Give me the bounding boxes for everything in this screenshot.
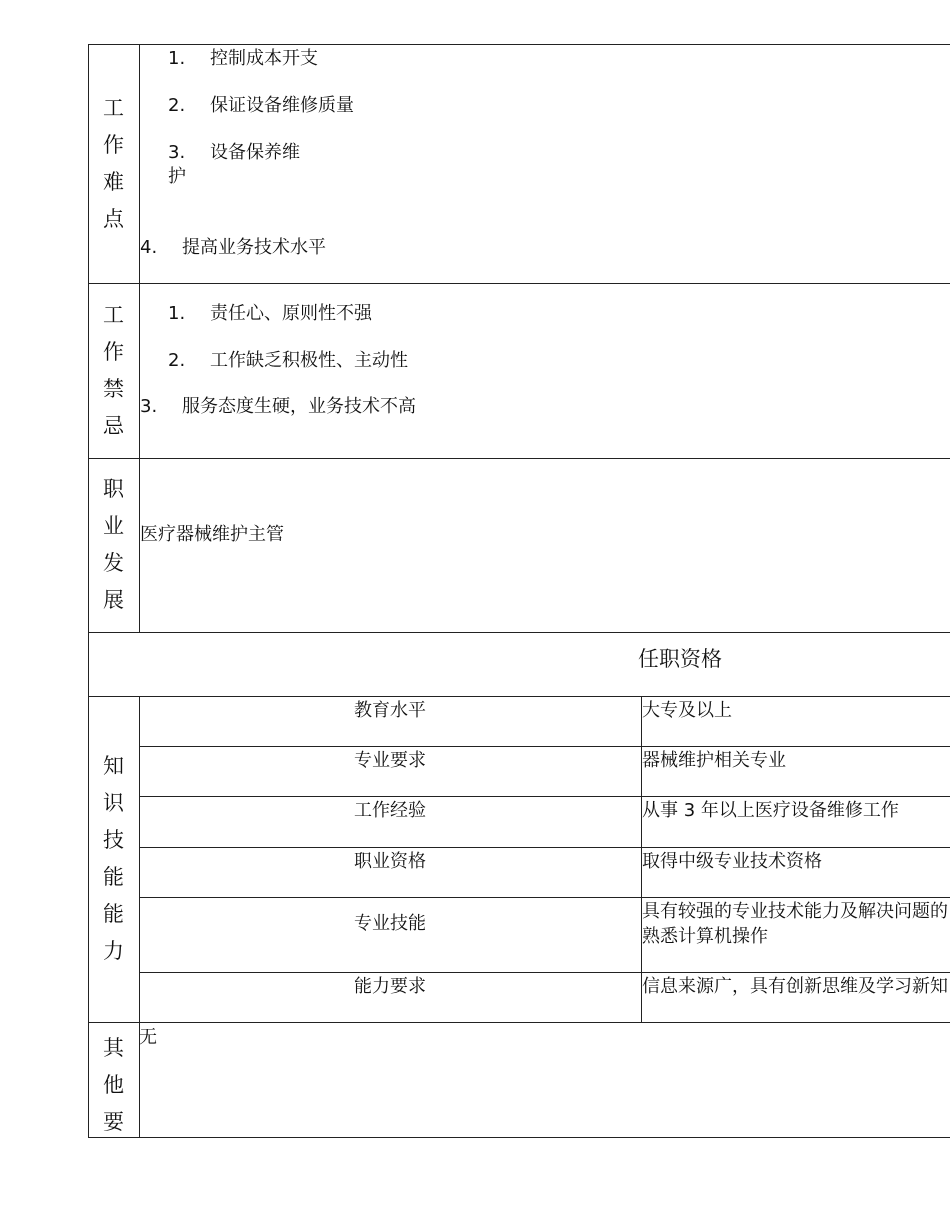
table-rule <box>139 847 950 848</box>
difficulty-item <box>168 142 300 164</box>
label-char: 力 <box>103 939 124 963</box>
table-rule <box>139 746 950 747</box>
table-rule <box>88 632 950 633</box>
table-rule <box>88 283 950 284</box>
table-rule <box>88 1137 950 1138</box>
skills-label <box>88 696 139 1022</box>
label-char: 忌 <box>103 413 124 438</box>
other-label <box>88 1030 139 1138</box>
table-rule <box>88 696 950 697</box>
item-number: 3. <box>140 396 158 417</box>
prohibition-item <box>168 303 372 325</box>
label-char: 展 <box>103 588 124 612</box>
skill-row-value-line2: 熟悉计算机操作 <box>642 926 768 947</box>
item-number: 1. <box>168 48 186 69</box>
label-char: 工 <box>103 302 124 327</box>
item-text: 工作缺乏积极性、主动性 <box>210 350 408 371</box>
table-rule <box>88 1022 950 1023</box>
skill-row-name: 职业资格 <box>354 851 426 872</box>
skill-row-name: 专业要求 <box>354 750 426 771</box>
label-char: 他 <box>103 1073 124 1097</box>
label-char: 能 <box>103 865 124 889</box>
skill-row-name: 工作经验 <box>354 800 426 821</box>
item-text: 责任心、原则性不强 <box>210 303 372 324</box>
label-char: 识 <box>103 791 124 815</box>
item-text: 服务态度生硬，业务技术不高 <box>182 396 416 417</box>
career-label <box>88 458 139 632</box>
label-char: 点 <box>103 206 124 231</box>
label-char: 工 <box>103 95 124 120</box>
difficulty-item-continuation <box>168 166 186 188</box>
item-number: 4. <box>140 237 158 258</box>
prohibition-item <box>168 350 408 372</box>
difficulties-label <box>88 44 139 283</box>
table-rule <box>139 972 950 973</box>
skill-row-value: 取得中级专业技术资格 <box>642 851 822 872</box>
label-char: 难 <box>103 169 124 194</box>
item-number: 2. <box>168 350 186 371</box>
label-char: 禁 <box>103 376 124 401</box>
table-rule <box>139 897 950 898</box>
item-text: 护 <box>168 166 186 187</box>
table-rule <box>139 796 950 797</box>
item-number: 3. <box>168 142 186 163</box>
difficulty-item <box>168 95 354 117</box>
label-char: 职 <box>103 477 124 501</box>
item-text: 提高业务技术水平 <box>182 237 326 258</box>
label-char: 技 <box>103 828 124 852</box>
prohibitions-label <box>88 283 139 458</box>
label-char: 发 <box>103 551 124 575</box>
item-number: 2. <box>168 95 186 116</box>
label-char: 作 <box>103 339 124 364</box>
item-number: 1. <box>168 303 186 324</box>
skill-row-value: 具有较强的专业技术能力及解决问题的 <box>642 901 948 922</box>
item-text: 设备保养维 <box>210 142 300 163</box>
difficulty-item <box>168 48 318 70</box>
skill-row-value: 大专及以上 <box>642 700 732 721</box>
item-text: 控制成本开支 <box>210 48 318 69</box>
difficulty-item <box>140 237 326 259</box>
label-char: 要 <box>103 1110 124 1134</box>
skill-row-value: 从事 3 年以上医疗设备维修工作 <box>642 800 899 821</box>
label-char: 知 <box>103 754 124 778</box>
skill-row-name: 能力要求 <box>354 976 426 997</box>
skill-row-name: 教育水平 <box>354 700 426 721</box>
qualifications-heading: 任职资格 <box>638 647 722 671</box>
skill-row-value: 信息来源广，具有创新思维及学习新知 <box>642 976 948 997</box>
skill-row-name: 专业技能 <box>354 913 426 934</box>
label-char: 作 <box>103 132 124 157</box>
label-char: 其 <box>103 1036 124 1060</box>
prohibition-item <box>140 396 416 418</box>
table-rule <box>88 458 950 459</box>
career-text: 医疗器械维护主管 <box>140 524 284 545</box>
skill-row-value: 器械维护相关专业 <box>642 750 786 771</box>
label-char: 能 <box>103 902 124 926</box>
table-rule <box>88 44 950 45</box>
label-char: 业 <box>103 514 124 538</box>
item-text: 保证设备维修质量 <box>210 95 354 116</box>
other-text: 无 <box>139 1027 157 1048</box>
